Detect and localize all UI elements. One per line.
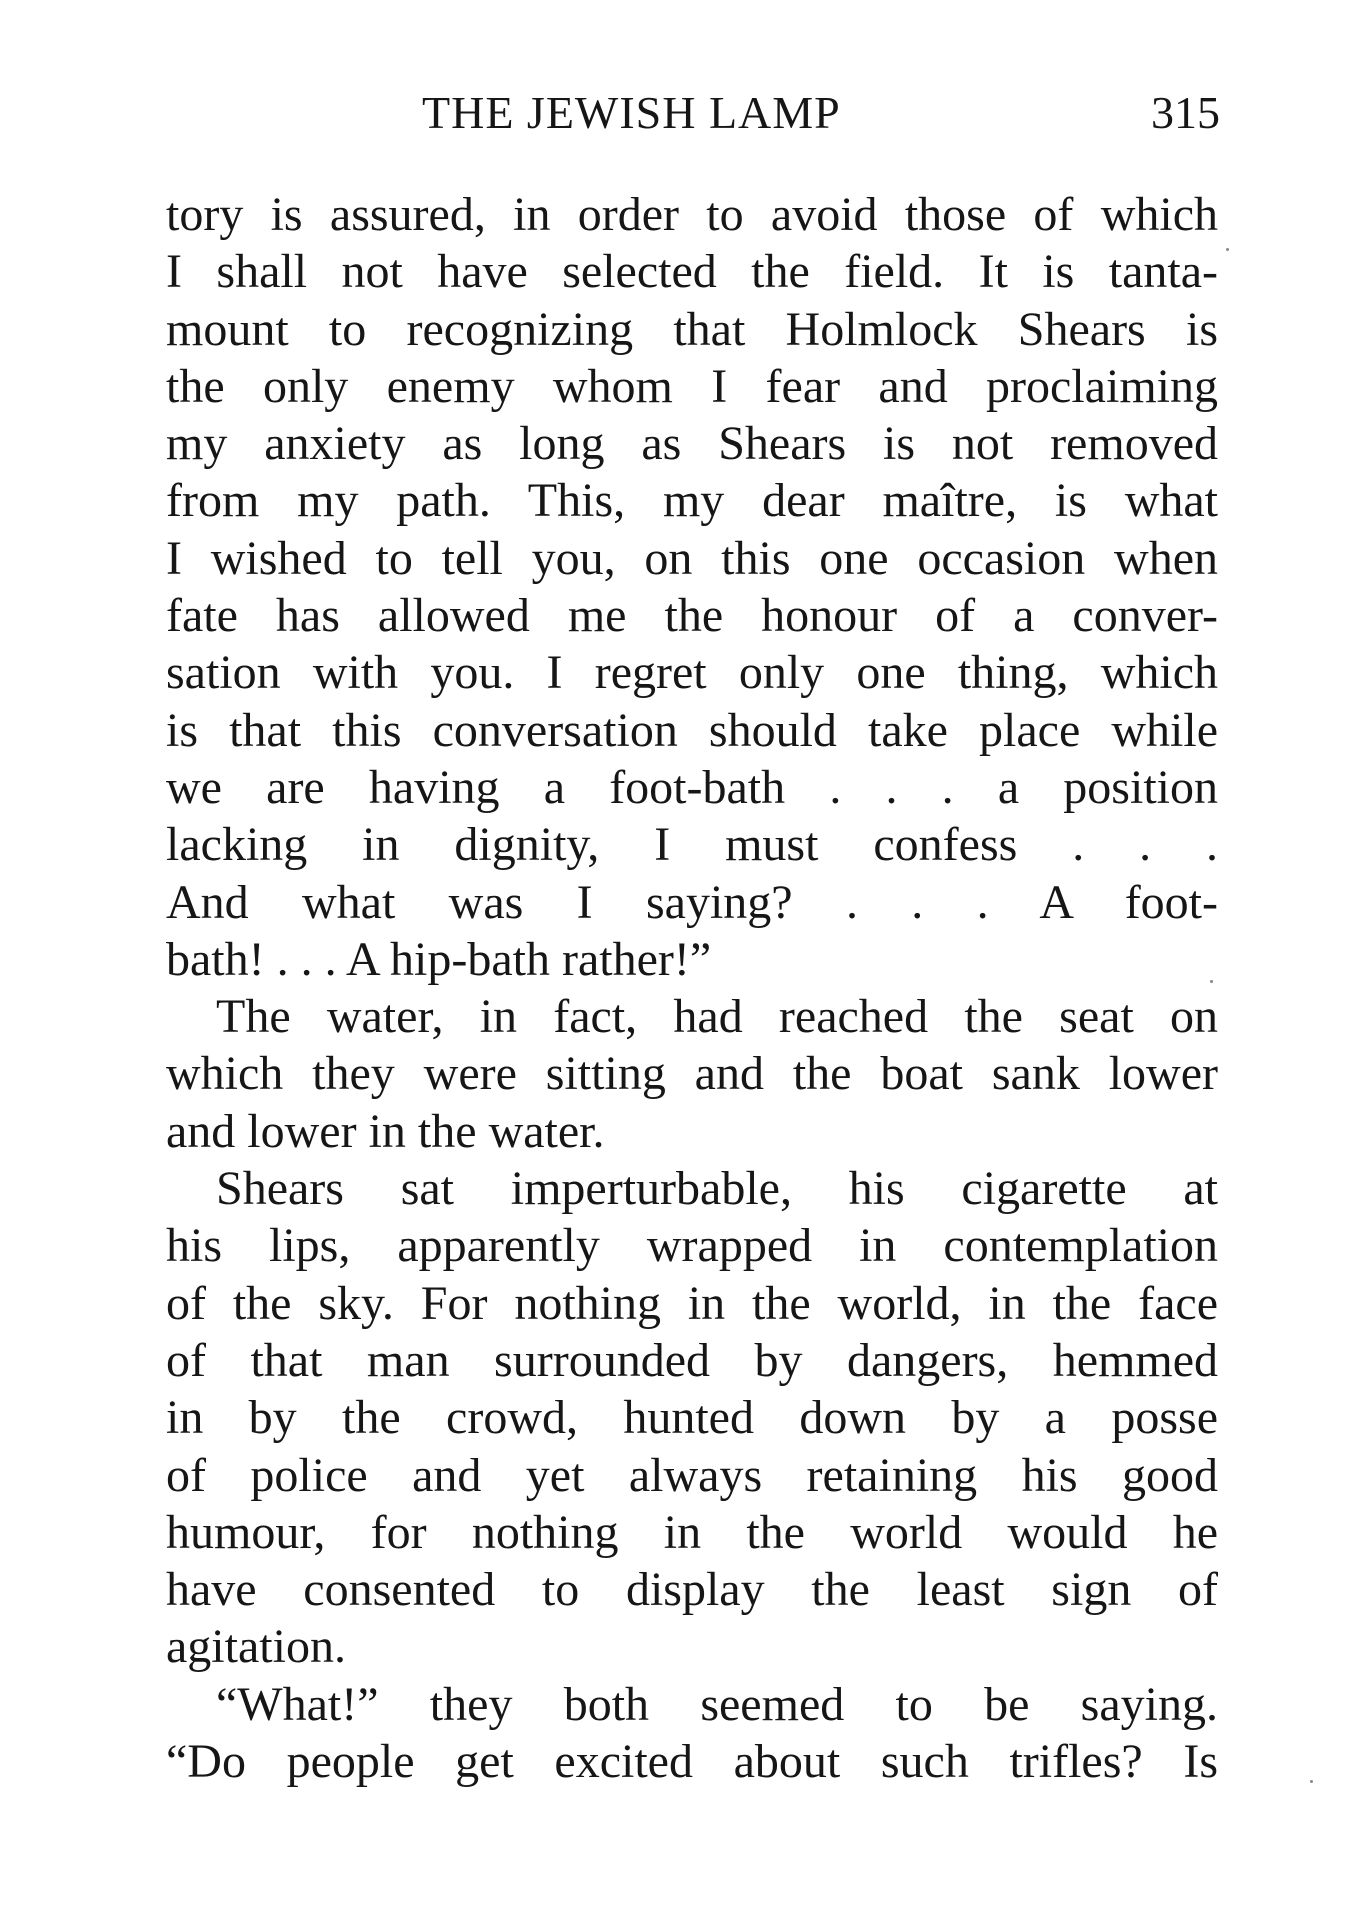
text-line: lacking in dignity, I must confess . . .	[166, 818, 1218, 872]
text-line: mount to recognizing that Holmlock Shears is	[166, 302, 1218, 356]
text-line: “What!” they both seemed to be saying.	[216, 1677, 1218, 1731]
print-speck	[1310, 1780, 1313, 1783]
text-line: agitation.	[166, 1620, 346, 1674]
text-line: Shears sat imperturbable, his cigarette at	[216, 1162, 1218, 1216]
text-line: his lips, apparently wrapped in contemplation	[166, 1219, 1218, 1273]
print-speck	[1226, 248, 1229, 251]
text-line: fate has allowed me the honour of a conver-	[166, 589, 1218, 643]
text-line: from my path. This, my dear maître, is what	[166, 474, 1218, 528]
text-line: I wished to tell you, on this one occasion when	[166, 531, 1218, 585]
text-line: the only enemy whom I fear and proclaiming	[166, 359, 1218, 413]
text-line: humour, for nothing in the world would he	[166, 1505, 1218, 1559]
text-line: sation with you. I regret only one thing, which	[166, 646, 1218, 700]
text-line: of that man surrounded by dangers, hemmed	[166, 1333, 1218, 1387]
page-number: 315	[1151, 87, 1220, 138]
body-text	[166, 186, 1218, 1790]
text-line: of police and yet always retaining his good	[166, 1448, 1218, 1502]
text-line: And what was I saying? . . . A foot-	[166, 875, 1218, 929]
text-line: tory is assured, in order to avoid those of which	[166, 188, 1218, 241]
text-line: bath! . . . A hip-bath rather!”	[166, 932, 712, 986]
running-head	[166, 83, 1220, 143]
text-line: we are having a foot-bath . . . a position	[166, 760, 1218, 814]
running-title: THE JEWISH LAMP	[422, 87, 841, 138]
text-line: “Do people get excited about such trifles? Is	[166, 1735, 1218, 1789]
text-line: which they were sitting and the boat sank lower	[166, 1047, 1218, 1101]
text-line: in by the crowd, hunted down by a posse	[166, 1391, 1218, 1445]
text-line: is that this conversation should take place while	[166, 703, 1218, 757]
text-line: of the sky. For nothing in the world, in the face	[166, 1276, 1218, 1330]
text-line: I shall not have selected the field. It is tanta-	[166, 245, 1218, 299]
text-line: have consented to display the least sign of	[166, 1563, 1218, 1617]
text-line: and lower in the water.	[166, 1104, 605, 1158]
print-speck	[1210, 980, 1213, 983]
text-line: my anxiety as long as Shears is not removed	[166, 417, 1218, 471]
text-line: The water, in fact, had reached the seat on	[216, 990, 1218, 1044]
